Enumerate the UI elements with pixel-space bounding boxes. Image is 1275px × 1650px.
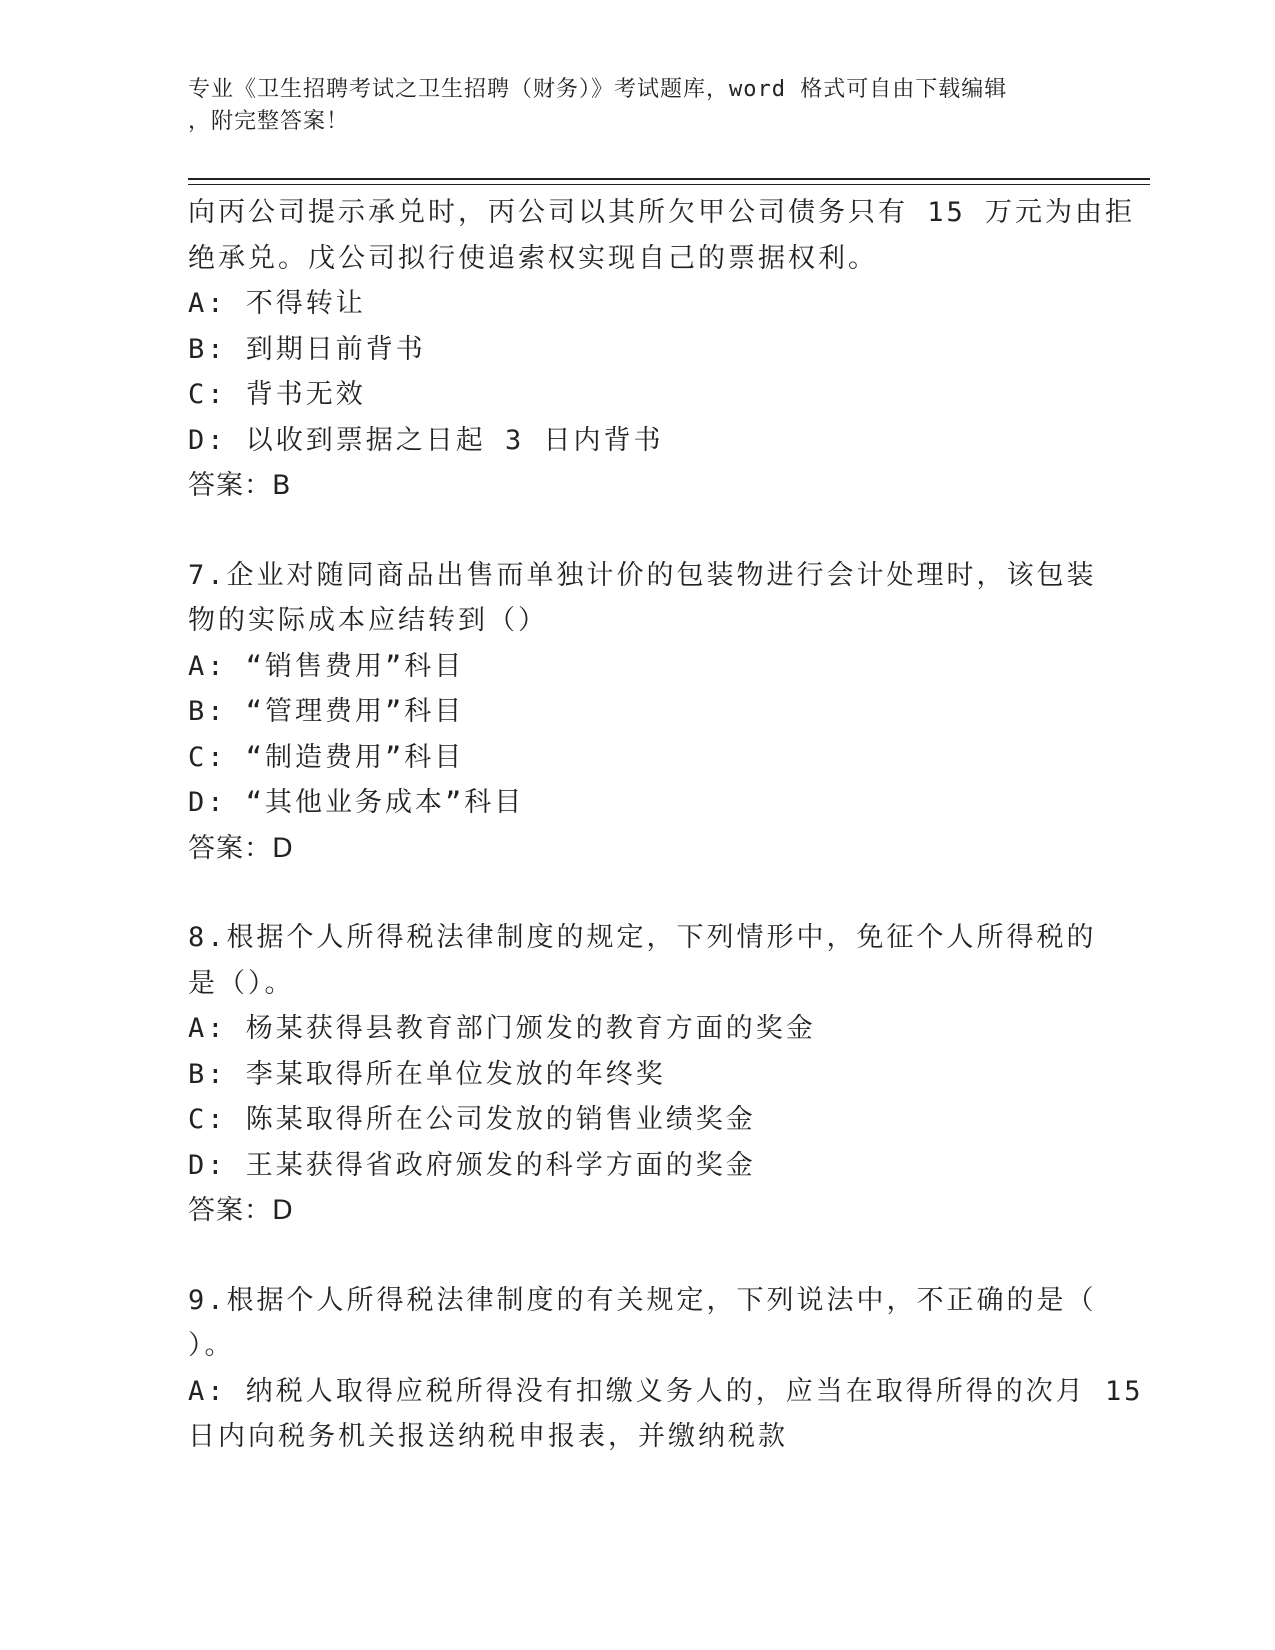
question-text-line: 9.根据个人所得税法律制度的有关规定，下列说法中，不正确的是（	[188, 1284, 1097, 1316]
option-c: C: “制造费用”科目	[188, 741, 465, 773]
question-text-line: 是（）。	[188, 967, 295, 999]
option-c: C: 陈某取得所在公司发放的销售业绩奖金	[188, 1104, 756, 1135]
question-text-line: 8.根据个人所得税法律制度的规定，下列情形中，免征个人所得税的	[188, 922, 1097, 953]
answer-line: 答案：D	[188, 832, 294, 864]
question-7	[188, 553, 1097, 872]
answer-line: 答案：B	[188, 470, 292, 501]
option-c: C: 背书无效	[188, 379, 366, 410]
option-a: A: 纳税人取得应税所得没有扣缴义务人的，应当在取得所得的次月 15	[188, 1375, 1144, 1407]
option-d: D: 以收到票据之日起 3 日内背书	[188, 424, 664, 456]
question-8	[188, 915, 1097, 1234]
option-a-continued: 日内向税务机关报送纳税申报表，并缴纳税款	[188, 1421, 788, 1452]
question-text-line: 绝承兑。戊公司拟行使追索权实现自己的票据权利。	[188, 242, 878, 274]
header-rule-thin	[188, 184, 1150, 185]
option-a: A: 不得转让	[188, 288, 366, 319]
option-b: B: 到期日前背书	[188, 333, 426, 365]
question-text-line: 7.企业对随同商品出售而单独计价的包装物进行会计处理时，该包装	[188, 559, 1097, 591]
question-text-line: ）。	[188, 1330, 235, 1361]
option-b: B: 李某取得所在单位发放的年终奖	[188, 1058, 666, 1090]
option-a: A: “销售费用”科目	[188, 650, 465, 682]
question-9	[188, 1278, 1144, 1460]
question-continuation	[188, 190, 1136, 509]
option-a: A: 杨某获得县教育部门颁发的教育方面的奖金	[188, 1013, 816, 1044]
header-line-1: 专业《卫生招聘考试之卫生招聘（财务）》考试题库，word 格式可自由下载编辑	[188, 77, 1008, 102]
option-d: D: “其他业务成本”科目	[188, 787, 525, 818]
header-line-2: ，附完整答案！	[188, 109, 350, 134]
document-header	[188, 74, 1088, 138]
question-text-line: 向丙公司提示承兑时，丙公司以其所欠甲公司债务只有 15 万元为由拒	[188, 197, 1136, 228]
question-list	[188, 190, 1144, 1460]
header-rule-thick	[188, 178, 1150, 180]
answer-line: 答案：D	[188, 1195, 294, 1226]
option-d: D: 王某获得省政府颁发的科学方面的奖金	[188, 1149, 756, 1181]
option-b: B: “管理费用”科目	[188, 696, 465, 727]
question-text-line: 物的实际成本应结转到（）	[188, 605, 548, 636]
